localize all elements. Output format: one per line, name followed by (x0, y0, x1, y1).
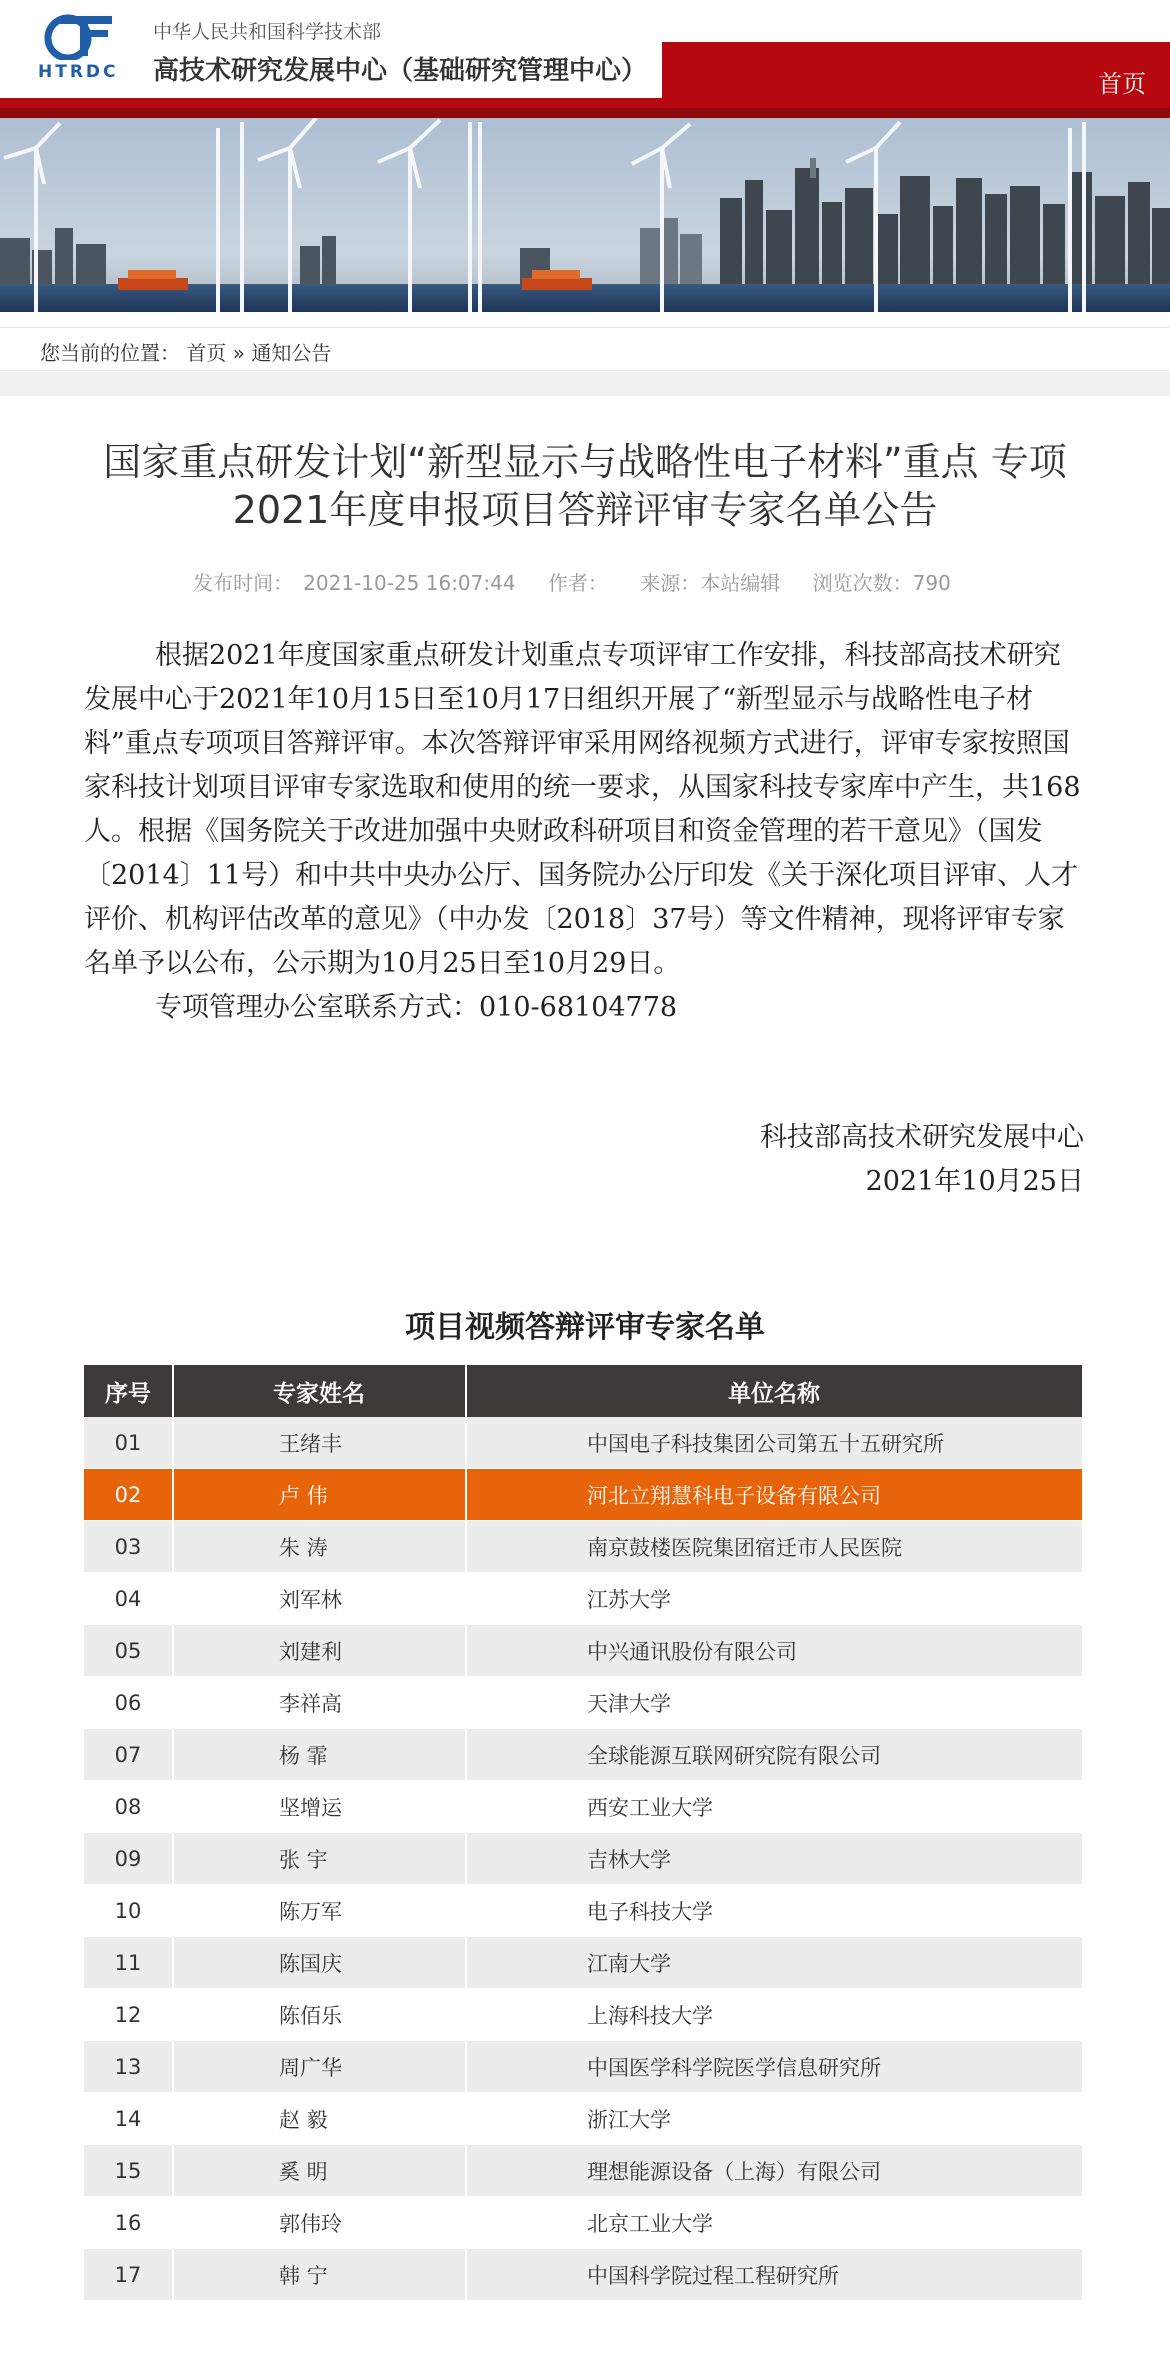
cell-expert-name: 韩 宁 (173, 2249, 466, 2301)
cell-expert-name: 张 宇 (173, 1833, 466, 1885)
cell-expert-name: 卢 伟 (173, 1469, 466, 1521)
table-row (84, 2197, 1083, 2249)
cell-index: 04 (84, 1573, 173, 1625)
cell-index: 08 (84, 1781, 173, 1833)
cell-index: 13 (84, 2041, 173, 2093)
cell-expert-name: 陈国庆 (173, 1937, 466, 1989)
cell-index: 14 (84, 2093, 173, 2145)
article-meta (60, 567, 1110, 596)
table-row (84, 1677, 1083, 1729)
table-row (84, 1469, 1083, 1521)
table-row (84, 2145, 1083, 2197)
table-row (84, 1989, 1083, 2041)
expert-table (84, 1365, 1084, 2301)
table-row (84, 1521, 1083, 1573)
breadcrumb-prefix: 您当前的位置： (40, 341, 180, 365)
cell-unit-name: 上海科技大学 (466, 1989, 1083, 2041)
cell-unit-name: 天津大学 (466, 1677, 1083, 1729)
cell-unit-name: 电子科技大学 (466, 1885, 1083, 1937)
cell-index: 05 (84, 1625, 173, 1677)
nav-home-link[interactable]: 首页 (1098, 70, 1146, 98)
cell-expert-name: 郭伟玲 (173, 2197, 466, 2249)
title-line-2: 2021年度申报项目答辩评审专家名单公告 (232, 488, 938, 532)
cell-unit-name: 西安工业大学 (466, 1781, 1083, 1833)
author: 作者： (547, 571, 608, 595)
cell-expert-name: 杨 霏 (173, 1729, 466, 1781)
table-row (84, 1885, 1083, 1937)
source: 来源：本站编辑 (640, 571, 781, 595)
table-header-row (84, 1365, 1083, 1417)
breadcrumb-home-link[interactable]: 首页 (186, 341, 227, 365)
ministry-name: 中华人民共和国科学技术部 (153, 21, 382, 43)
cell-expert-name: 奚 明 (173, 2145, 466, 2197)
table-row (84, 1937, 1083, 1989)
cell-expert-name: 刘军林 (173, 1573, 466, 1625)
table-title: 项目视频答辩评审专家名单 (405, 1310, 765, 1345)
table-row (84, 2249, 1083, 2301)
table-row (84, 1781, 1083, 1833)
cell-unit-name: 中兴通讯股份有限公司 (466, 1625, 1083, 1677)
cell-expert-name: 刘建利 (173, 1625, 466, 1677)
breadcrumb (0, 327, 1170, 371)
article-signature (760, 1116, 1084, 1204)
cell-index: 09 (84, 1833, 173, 1885)
cell-unit-name: 河北立翔慧科电子设备有限公司 (466, 1469, 1083, 1521)
body-paragraph-1: 根据2021年度国家重点研发计划重点专项评审工作安排，科技部高技术研究发展中心于2021年10月15日至10月17日组织开展了“新型显示与战略性电子材料”重点专项项目答辩评审。本次答辩评审采用网络视频方式进行，评审专家按照国家科技计划项目评审专家选取和使用的统一要求，从国家科技专家库中产生，共168人。根据《国务院关于改进加强中央财政科研项目和资金管理的若干意见》（国发〔2014〕11号）和中共中央办公厅、国务院办公厅印发《关于深化项目评审、人才评价、机构评估改革的意见》（中办发〔2018〕37号）等文件精神，现将评审专家名单予以公布，公示期为10月25日至10月29日。 (84, 640, 1081, 979)
cell-expert-name: 李祥高 (173, 1677, 466, 1729)
cell-index: 02 (84, 1469, 173, 1521)
table-row (84, 2041, 1083, 2093)
cell-unit-name: 全球能源互联网研究院有限公司 (466, 1729, 1083, 1781)
cell-expert-name: 坚增运 (173, 1781, 466, 1833)
header-name: 专家姓名 (173, 1365, 466, 1417)
cell-unit-name: 吉林大学 (466, 1833, 1083, 1885)
city-wind-turbines-image (0, 118, 1170, 312)
cell-index: 10 (84, 1885, 173, 1937)
cell-unit-name: 中国医学科学院医学信息研究所 (466, 2041, 1083, 2093)
publish-time: 发布时间： 2021-10-25 16:07:44 (193, 571, 516, 595)
table-row (84, 1833, 1083, 1885)
signature-date: 2021年10月25日 (865, 1166, 1084, 1197)
cell-expert-name: 朱 涛 (173, 1521, 466, 1573)
cell-unit-name: 浙江大学 (466, 2093, 1083, 2145)
org-name: 高技术研究发展中心（基础研究管理中心） (153, 56, 648, 86)
cell-expert-name: 陈佰乐 (173, 1989, 466, 2041)
breadcrumb-notices-link[interactable]: 通知公告 (251, 341, 332, 365)
header-unit: 单位名称 (466, 1365, 1083, 1417)
table-row (84, 1729, 1083, 1781)
table-row (84, 1625, 1083, 1677)
cell-index: 12 (84, 1989, 173, 2041)
title-line-1: 国家重点研发计划“新型显示与战略性电子材料”重点 专项 (103, 440, 1067, 484)
article-title (60, 438, 1110, 534)
header-index: 序号 (84, 1365, 173, 1417)
signature-org: 科技部高技术研究发展中心 (760, 1122, 1084, 1153)
cell-index: 15 (84, 2145, 173, 2197)
cell-unit-name: 江南大学 (466, 1937, 1083, 1989)
cell-expert-name: 陈万军 (173, 1885, 466, 1937)
cell-index: 06 (84, 1677, 173, 1729)
cell-unit-name: 理想能源设备（上海）有限公司 (466, 2145, 1083, 2197)
cell-index: 03 (84, 1521, 173, 1573)
article-body (84, 634, 1084, 1030)
table-row (84, 1417, 1083, 1469)
cell-index: 17 (84, 2249, 173, 2301)
cell-unit-name: 江苏大学 (466, 1573, 1083, 1625)
banner-image (0, 118, 1170, 312)
cell-index: 07 (84, 1729, 173, 1781)
cell-index: 11 (84, 1937, 173, 1989)
breadcrumb-separator: » (232, 341, 245, 365)
cell-unit-name: 中国科学院过程工程研究所 (466, 2249, 1083, 2301)
table-row (84, 2093, 1083, 2145)
cell-unit-name: 中国电子科技集团公司第五十五研究所 (466, 1417, 1083, 1469)
cell-expert-name: 周广华 (173, 2041, 466, 2093)
cell-expert-name: 赵 毅 (173, 2093, 466, 2145)
cell-index: 16 (84, 2197, 173, 2249)
cell-unit-name: 南京鼓楼医院集团宿迁市人民医院 (466, 1521, 1083, 1573)
logo-area[interactable] (0, 0, 662, 98)
contact-paragraph: 专项管理办公室联系方式：010-68104778 (155, 992, 678, 1023)
logo-text: HTRDC (38, 62, 119, 82)
cell-unit-name: 北京工业大学 (466, 2197, 1083, 2249)
cell-expert-name: 王绪丰 (173, 1417, 466, 1469)
site-header (0, 0, 1170, 118)
view-count: 浏览次数：790 (812, 571, 951, 595)
cell-index: 01 (84, 1417, 173, 1469)
htrdc-logo-icon (38, 12, 116, 60)
table-row (84, 1573, 1083, 1625)
